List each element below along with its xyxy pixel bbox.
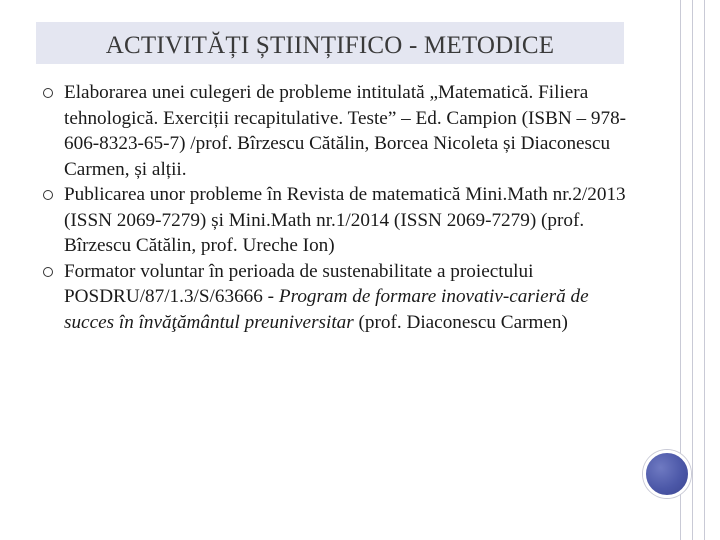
- list-item-text-after: (prof. Diaconescu Carmen): [353, 311, 568, 333]
- list-item-text: Elaborarea unei culegeri de probleme intitulată „Matematică. Filiera tehnologică. Exerciții recapitulative. Teste” – Ed. Campion (ISBN – 978-606-8323-65-7) /prof. Bîrzescu Cătălin, Borcea Nicoleta și Diaconescu Carmen, și alții.: [64, 82, 627, 180]
- bullet-circle-icon: [43, 190, 53, 200]
- list-item-text: Publicarea unor probleme în Revista de matematică Mini.Math nr.2/2013 (ISSN 2069-7279) și Mini.Math nr.1/2014 (ISSN 2069-7279) (prof. Bîrzescu Cătălin, prof. Ureche Ion): [64, 184, 626, 256]
- list-item: [40, 182, 630, 259]
- list-item-italic-text: Program de formare inovativ-carieră de succes în învăţământul preuniversitar: [64, 286, 589, 333]
- bullet-circle-icon: [43, 88, 53, 98]
- list-item-text: Formator voluntar în perioada de sustenabilitate a proiectului POSDRU/87/1.3/S/63666 -: [64, 260, 534, 307]
- list-item: [40, 259, 630, 336]
- frame-line-middle: [692, 0, 693, 540]
- title-banner: [36, 22, 624, 64]
- bullet-circle-icon: [43, 267, 53, 277]
- frame-line-right: [704, 0, 705, 540]
- list-item: [40, 80, 630, 182]
- slide-title: ACTIVITĂȚI ȘTIINȚIFICO - METODICE: [105, 32, 555, 59]
- decorative-circle: [643, 450, 691, 498]
- bullet-list: [40, 80, 630, 335]
